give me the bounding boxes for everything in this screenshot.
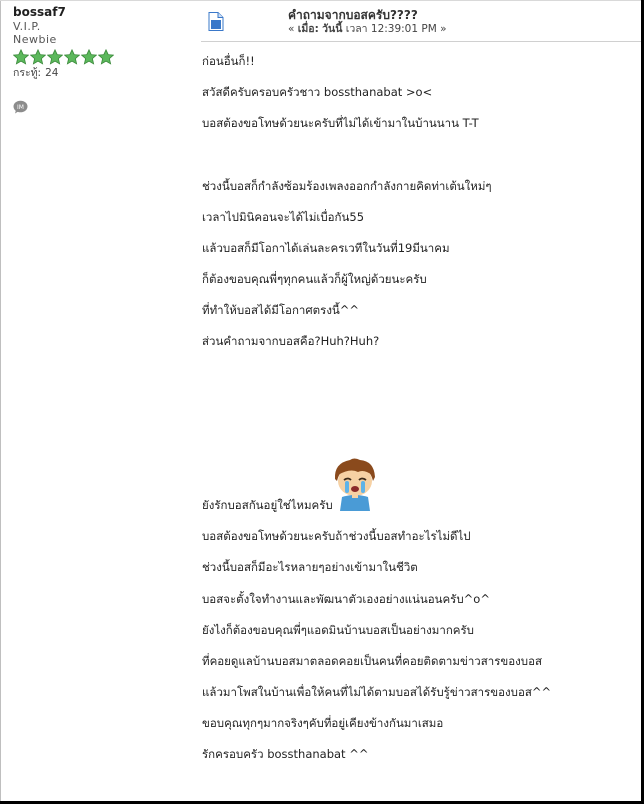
- message-bubble-icon[interactable]: [13, 100, 28, 114]
- post-line: ที่คอยดูแลบ้านบอสมาตลอดคอยเป็นคนที่คอยติดตามข่าวสารของบอส: [202, 654, 543, 668]
- user-rank: V.I.P.: [13, 20, 41, 33]
- post-line: แล้วบอสก็มีโอกาได้เล่นละครเวทีในวันที่19มีนาคม: [202, 241, 450, 255]
- post-line: แล้วมาโพสในบ้านเพื่อให้คนที่ไม่ได้ตามบอสได้รับรู้ข่าวสารของบอส^^: [202, 685, 552, 699]
- star-icon: [81, 49, 97, 65]
- username-link[interactable]: bossaf7: [13, 5, 66, 19]
- star-icon: [47, 49, 63, 65]
- post-line: ช่วงนี้บอสก็กำลังซ้อมร้องเพลงออกกำลังกายคิดท่าเต้นใหม่ๆ: [202, 179, 492, 193]
- meta-day: วันนี้: [322, 23, 343, 35]
- star-icon: [98, 49, 114, 65]
- user-level: Newbie: [13, 33, 57, 46]
- post-line: ช่วงนี้บอสก็มีอะไรหลายๆอย่างเข้ามาในชีวิต: [202, 560, 418, 574]
- star-icon: [13, 49, 29, 65]
- post-line: ที่ทำให้บอสได้มีโอกาศตรงนี้^^: [202, 303, 360, 317]
- post-count-label: กระทู้:: [13, 67, 42, 79]
- meta-time: เวลา 12:39:01 PM »: [345, 23, 447, 35]
- post-line: บอสต้องขอโทษด้วยนะครับถ้าช่วงนี้บอสทำอะไรไม่ดีไป: [202, 529, 471, 543]
- post-meta: [288, 23, 447, 36]
- post-line: ก่อนอื่นก็!!: [202, 54, 255, 68]
- post-line: ส่วนคำถามจากบอสคือ?Huh?Huh?: [202, 334, 380, 348]
- post-line: ยังรักบอสกันอยู่ใช่ไหมครับ: [202, 498, 333, 512]
- star-icon: [30, 49, 46, 65]
- post-line: สวัสดีครับครอบครัวชาว bossthanabat >o<: [202, 85, 433, 99]
- post-count-value: 24: [45, 67, 59, 79]
- post-line: บอสจะตั้งใจทำงานและพัฒนาตัวเองอย่างแน่นอนครับ^o^: [202, 592, 490, 606]
- post-line: ก็ต้องขอบคุณพี่ๆทุกคนแล้วก็ผู้ใหญ่ด้วยนะครับ: [202, 272, 427, 286]
- post-line: บอสต้องขอโทษด้วยนะครับที่ไม่ได้เข้ามาในบ้านนาน T-T: [202, 116, 479, 130]
- frame-left-edge: [0, 0, 1, 801]
- svg-text:IM: IM: [17, 103, 24, 111]
- post-subject-link[interactable]: คำถามจากบอสครับ????: [288, 8, 418, 22]
- post-line: ยังไงก็ต้องขอบคุณพี่ๆแอดมินบ้านบอสเป็นอย่างมากครับ: [202, 623, 474, 637]
- poster-info: [13, 5, 193, 80]
- header-divider: [201, 41, 641, 42]
- post-line: เวลาไปมินิคอนจะได้ไม่เบื่อกัน55: [202, 210, 365, 224]
- frame-top-edge: [0, 0, 641, 1]
- crying-boy-emoticon: [330, 457, 380, 511]
- post-line: ขอบคุณทุกๆมากจริงๆคับที่อยู่เคียงข้างกันมาเสมอ: [202, 716, 444, 730]
- post-count: [13, 67, 193, 80]
- post-line: รักครอบครัว bossthanabat ^^: [202, 747, 369, 761]
- meta-prefix: «: [288, 23, 298, 35]
- meta-on-label: เมื่อ:: [297, 23, 319, 35]
- document-icon: [208, 12, 224, 31]
- rank-stars: [13, 49, 193, 65]
- star-icon: [64, 49, 80, 65]
